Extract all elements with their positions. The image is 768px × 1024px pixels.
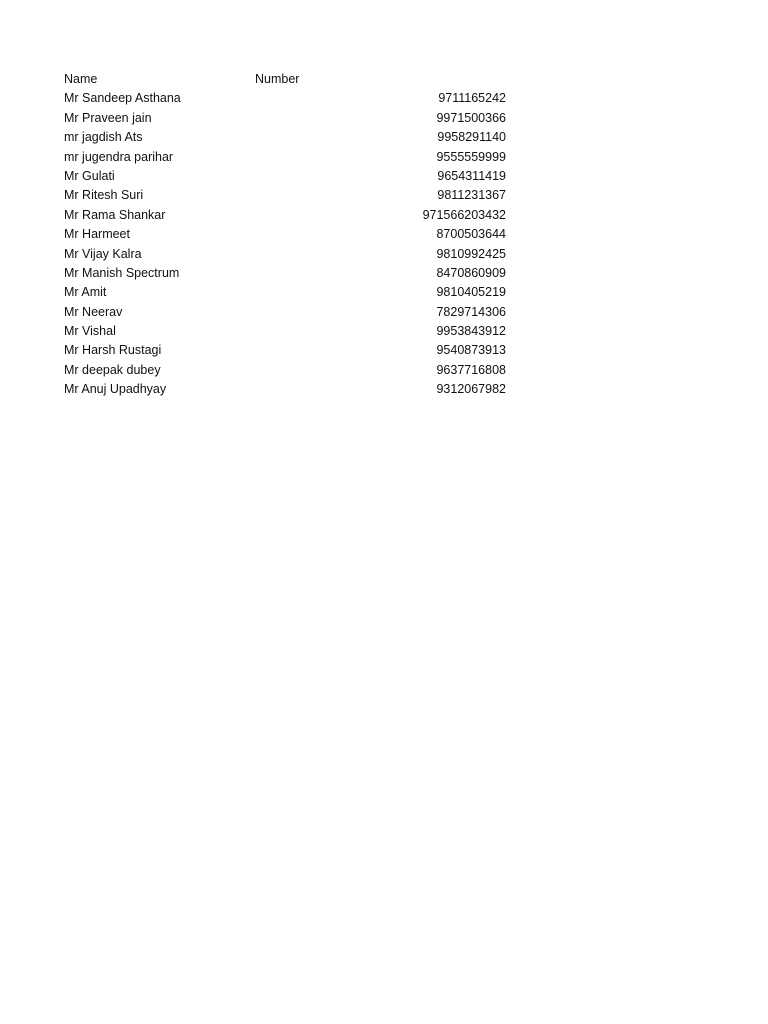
contact-name: Mr Harmeet (64, 227, 130, 242)
contact-name: Mr Gulati (64, 168, 115, 183)
contact-number: 9555559999 (436, 149, 506, 164)
contact-number: 971566203432 (422, 207, 506, 222)
table-row (64, 380, 524, 399)
table-row (64, 361, 524, 380)
table-row (64, 109, 524, 128)
contact-name: Mr Vishal (64, 324, 116, 339)
contact-number: 8470860909 (436, 265, 506, 280)
contact-number: 9810405219 (436, 285, 506, 300)
contact-number: 9953843912 (436, 324, 506, 339)
column-header-number: Number (255, 72, 300, 86)
table-header-row (64, 70, 524, 89)
table-row (64, 245, 524, 264)
contact-number: 9958291140 (437, 130, 506, 145)
table-row (64, 128, 524, 147)
contact-number: 9810992425 (436, 246, 506, 261)
table-row (64, 225, 524, 244)
table-row (64, 322, 524, 341)
table-row (64, 264, 524, 283)
contact-number: 7829714306 (436, 304, 506, 319)
table-row (64, 148, 524, 167)
contact-name: Mr Vijay Kalra (64, 246, 142, 261)
table-row (64, 303, 524, 322)
contact-number: 9711165242 (438, 91, 506, 106)
contact-name: Mr Ritesh Suri (64, 188, 144, 203)
contact-name: mr jugendra parihar (64, 149, 174, 164)
contact-number: 9811231367 (437, 188, 506, 203)
contact-name: Mr Harsh Rustagi (64, 343, 162, 358)
column-header-name: Name (64, 72, 98, 86)
contact-number: 9654311419 (437, 168, 506, 183)
contact-number: 9540873913 (436, 343, 506, 358)
contact-name: Mr Neerav (64, 304, 123, 319)
contact-name: Mr Praveen jain (64, 110, 152, 125)
contact-sheet (64, 70, 524, 400)
table-row (64, 341, 524, 360)
contact-number: 9971500366 (436, 110, 506, 125)
contact-number: 9312067982 (436, 382, 506, 397)
contact-name: mr jagdish Ats (64, 130, 143, 145)
contact-number: 8700503644 (436, 227, 506, 242)
table-row (64, 167, 524, 186)
contact-name: Mr Sandeep Asthana (64, 91, 181, 106)
contact-name: Mr deepak dubey (64, 362, 161, 377)
contact-name: Mr Amit (64, 285, 107, 300)
contact-name: Mr Anuj Upadhyay (64, 382, 167, 397)
contact-name: Mr Manish Spectrum (64, 265, 180, 280)
table-row (64, 89, 524, 108)
contact-number: 9637716808 (436, 362, 506, 377)
contact-name: Mr Rama Shankar (64, 207, 166, 222)
table-row (64, 206, 524, 225)
table-row (64, 283, 524, 302)
table-row (64, 186, 524, 205)
